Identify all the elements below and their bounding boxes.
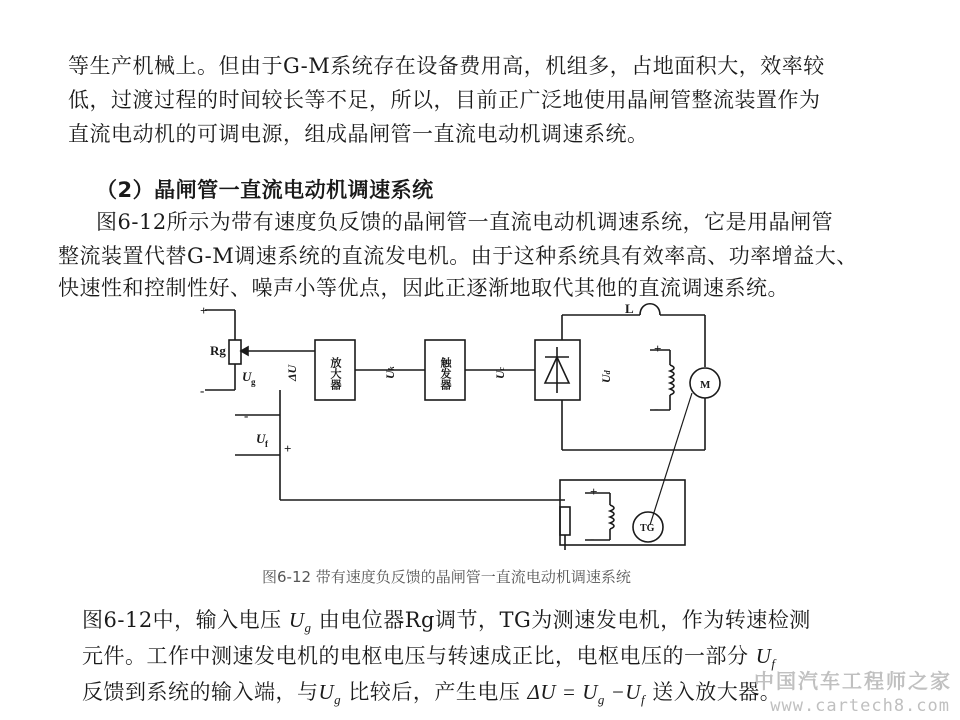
- label-ug-sub: g: [251, 377, 256, 387]
- var-ug-2: [318, 680, 342, 708]
- label-tg-plus: +: [590, 484, 598, 499]
- p3-l3c: 送入放大器。: [645, 680, 782, 704]
- label-uc: Uc: [493, 366, 507, 379]
- label-uk: Uk: [383, 366, 397, 379]
- paragraph-2-line-2: 整流装置代替G-M调速系统的直流发电机。由于这种系统具有效率高、功率增益大、: [58, 244, 858, 268]
- paragraph-1-line-1: 等生产机械上。但由于G-M系统存在设备费用高，机组多，占地面积大，效率较: [68, 54, 825, 78]
- var-uf-1-sub: f: [771, 656, 776, 672]
- tg-enclosure: [560, 480, 685, 545]
- section-heading: （2）晶闸管一直流电动机调速系统: [96, 178, 434, 202]
- label-delta-u: ΔU: [285, 364, 299, 381]
- watermark-url: www.cartech8.com: [770, 696, 950, 716]
- label-tg-minus: -: [590, 531, 595, 546]
- label-field-plus: +: [654, 341, 662, 356]
- label-tg: TG: [640, 523, 655, 534]
- formula-part-1: ΔU = U: [527, 680, 598, 704]
- p3-l3a: 反馈到系统的输入端，与: [82, 680, 319, 704]
- formula-delta-u: [527, 680, 646, 708]
- feedback-potentiometer: [560, 507, 570, 535]
- paragraph-2-line-1: 图6-12所示为带有速度负反馈的晶闸管一直流电动机调速系统，它是用晶闸管: [96, 210, 834, 234]
- label-input-plus: +: [200, 303, 208, 318]
- inductor-l: [640, 304, 660, 315]
- paragraph-1-line-3: 直流电动机的可调电源，组成晶闸管一直流电动机调速系统。: [68, 122, 649, 146]
- var-ug-2-sub: g: [334, 692, 342, 708]
- label-trigger: 触发器: [439, 357, 451, 390]
- label-uf-plus: +: [284, 441, 292, 456]
- circuit-diagram: [180, 295, 740, 585]
- label-ug: U: [242, 369, 252, 384]
- label-uf: U: [256, 431, 266, 446]
- label-field-minus: -: [654, 401, 659, 416]
- potentiometer-rg: [229, 340, 241, 364]
- var-ug-2-main: U: [318, 680, 335, 704]
- formula-part-2: −U: [604, 680, 641, 704]
- label-uc-sub: c: [497, 366, 506, 371]
- label-rg: Rg: [210, 343, 226, 358]
- p3-l2a: 元件。工作中测速发电机的电枢电压与转速成正比，电枢电压的一部分: [82, 644, 756, 668]
- formula-sub-2: f: [640, 692, 646, 708]
- paragraph-1-line-2: 低，过渡过程的时间较长等不足，所以，目前正广泛地使用晶闸管整流装置作为: [68, 88, 821, 112]
- label-l: L: [625, 301, 634, 316]
- p3-l3b: 比较后，产生电压: [341, 680, 528, 704]
- var-ug-1-sub: g: [304, 620, 312, 636]
- paragraph-2-line-3: 快速性和控制性好、噪声小等优点，因此正逐渐地取代其他的直流调速系统。: [58, 276, 789, 300]
- var-ug-1: [288, 608, 312, 636]
- tg-field-winding: [610, 505, 614, 529]
- label-mid-minus: -: [244, 408, 249, 423]
- label-ud-sub: d: [603, 370, 612, 375]
- label-uf-sub: f: [265, 439, 268, 449]
- var-uf-1-main: U: [755, 644, 772, 668]
- label-motor: M: [700, 379, 711, 391]
- label-uk-sub: k: [387, 366, 396, 371]
- p3-l1b: 由电位器Rg调节，TG为测速发电机，作为转速检测: [311, 608, 811, 632]
- label-input-minus: -: [200, 383, 205, 398]
- label-ud: Ud: [599, 370, 613, 383]
- paragraph-3-line-2: [82, 640, 775, 672]
- formula-sub-1: g: [597, 692, 605, 708]
- paragraph-3-line-3: [82, 676, 781, 708]
- watermark-cn: 中国汽车工程师之家: [754, 669, 952, 693]
- var-ug-1-main: U: [288, 608, 305, 632]
- label-amplifier: 放大器: [329, 357, 341, 390]
- paragraph-3-line-1: [82, 604, 811, 636]
- figure-caption: 图6-12 带有速度负反馈的晶闸管一直流电动机调速系统: [262, 568, 631, 586]
- p3-l1a: 图6-12中，输入电压: [82, 608, 289, 632]
- wiper-arrow: [241, 347, 248, 355]
- field-winding: [670, 365, 674, 395]
